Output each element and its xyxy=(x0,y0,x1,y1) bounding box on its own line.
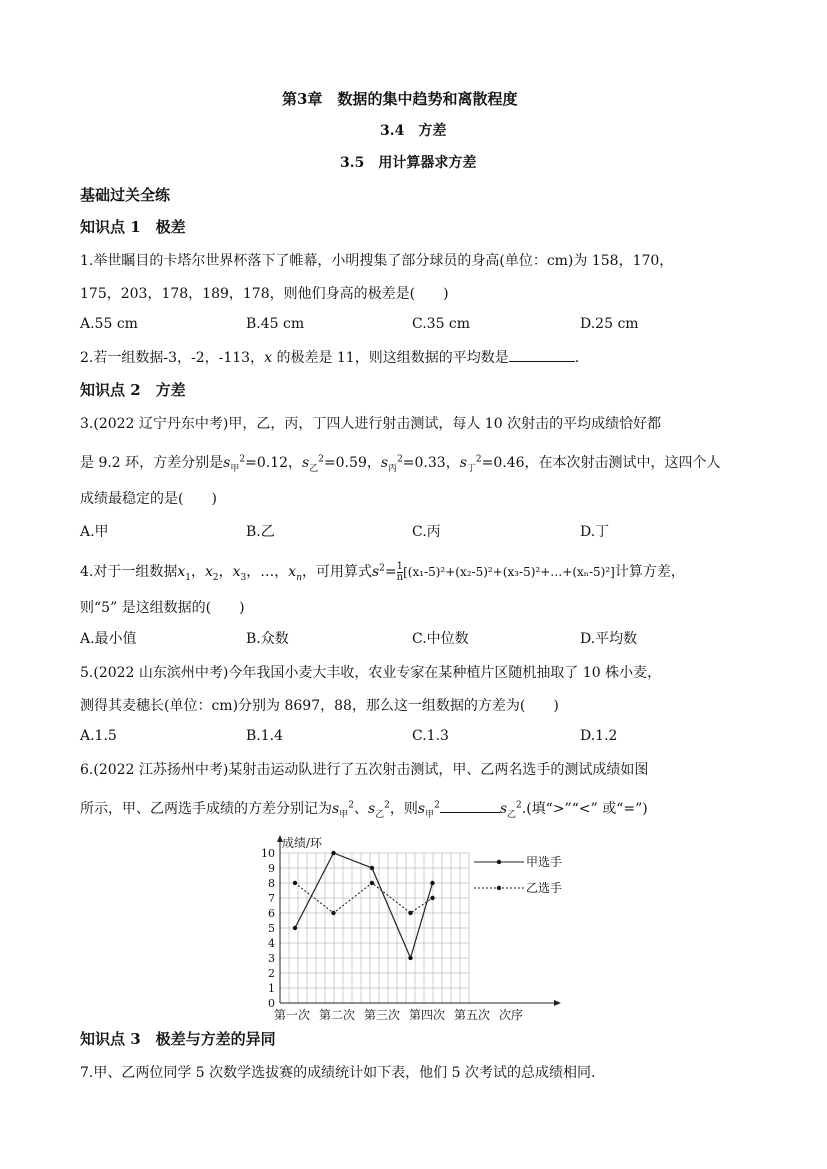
q3-line2-pre: 是 9.2 环，方差分别是 xyxy=(80,455,224,471)
q3-sub-4: 丁 xyxy=(466,463,476,474)
q4-line1: 4.对于一组数据$x_1$，$x_2$，$x_3$，…，$x_n$，可用算式$s^2=$ $\frac{1}{n}$ [(x₁-5)²+(x₂-5)²+(x₃-5)²+…+(xₙ-5)²]计算方差， xyxy=(80,560,685,583)
q5-line2: 测得其麦穗长(单位：cm)分别为 8697，88，那么这一组数据的方差为( ) xyxy=(80,698,559,714)
q3-sub-2: 乙 xyxy=(309,463,319,474)
q3-option-a[interactable]: A.甲 xyxy=(80,524,109,540)
q6-line2-post: .(填“>”“<” 或“=”) xyxy=(521,801,648,817)
q5-line1: 5.(2022 山东滨州中考)今年我国小麦大丰收，农业专家在某种植片区随机抽取了 10 株小麦， xyxy=(80,665,662,681)
series-yi-point xyxy=(370,881,374,885)
q6-line2: 所示，甲、乙两选手成绩的方差分别记为$s_甲^2$、$s_乙^2$，则$s_甲^2$ $s_乙^2$.(填“>”“<” 或“=”) xyxy=(80,798,648,820)
q3-line3: 成绩最稳定的是( ) xyxy=(80,491,217,507)
q3-v4: =0.46，在本次射击测试中，这四个人 xyxy=(481,455,721,471)
y-tick-label: 6 xyxy=(268,907,275,920)
q2-pre: 2.若一组数据-3，-2，-113， xyxy=(80,350,265,366)
q4-line1-post: 计算方差， xyxy=(614,564,685,580)
q5-option-d[interactable]: D.1.2 xyxy=(580,728,618,744)
q5-option-b[interactable]: B.1.4 xyxy=(246,728,284,744)
q3-line1: 3.(2022 辽宁丹东中考)甲，乙，丙，丁四人进行射击测试，每人 10 次射击的平均成绩恰好都 xyxy=(80,416,662,432)
knowledge-point-2: 知识点 2 方差 xyxy=(80,381,186,399)
series-yi-point xyxy=(331,911,335,915)
y-tick-label: 7 xyxy=(268,892,275,905)
x-tick-label: 第三次 xyxy=(364,1008,401,1022)
series-yi-point xyxy=(430,896,434,900)
q6-line1: 6.(2022 江苏扬州中考)某射击运动队进行了五次射击测试，甲、乙两名选手的测试成绩如图 xyxy=(80,762,649,778)
x-tick-label: 第五次 xyxy=(454,1008,491,1022)
q4-formula: [(x₁-5)²+(x₂-5)²+(x₃-5)²+…+(xₙ-5)²] xyxy=(403,565,615,579)
series-jia-point xyxy=(430,881,434,885)
knowledge-point-3: 知识点 3 极差与方差的异同 xyxy=(80,1030,276,1048)
q3-sub-1: 甲 xyxy=(230,463,240,474)
q1-line1: 1.举世瞩目的卡塔尔世界杯落下了帷幕，小明搜集了部分球员的身高(单位：cm)为 158，170， xyxy=(80,253,674,269)
q4-option-b[interactable]: B.众数 xyxy=(246,631,289,647)
q4-line1-mid: ，可用算式 xyxy=(301,564,372,580)
q1-option-b[interactable]: B.45 cm xyxy=(246,316,305,332)
y-tick-label: 2 xyxy=(268,967,275,980)
q2-end: . xyxy=(574,350,580,366)
section-title-1: 3.4 方差 xyxy=(380,123,447,139)
q5-option-a[interactable]: A.1.5 xyxy=(80,728,117,744)
q2-post: 的极差是 11，则这组数据的平均数是 xyxy=(272,350,509,366)
q2-text xyxy=(80,347,579,367)
q4-option-c[interactable]: C.中位数 xyxy=(412,631,469,647)
q6-line2-mid: ，则 xyxy=(389,801,418,817)
y-tick-label: 9 xyxy=(268,862,275,875)
q2-answer-blank[interactable] xyxy=(509,347,575,362)
y-tick-label: 3 xyxy=(268,952,275,965)
q5-option-c[interactable]: C.1.3 xyxy=(412,728,449,744)
legend-yi-marker xyxy=(497,886,501,890)
series-jia-point xyxy=(408,956,412,960)
q4-option-d[interactable]: D.平均数 xyxy=(580,631,638,647)
q3-v3: =0.33， xyxy=(402,455,460,471)
legend-jia-label: 甲选手 xyxy=(526,855,563,869)
q6-answer-blank[interactable] xyxy=(440,798,500,813)
q1-option-d[interactable]: D.25 cm xyxy=(580,316,639,332)
q1-line2: 175，203，178，189，178，则他们身高的极差是( ) xyxy=(80,286,449,302)
practice-title: 基础过关全练 xyxy=(80,186,171,204)
q3-sub-3: 丙 xyxy=(388,463,398,474)
q1-option-c[interactable]: C.35 cm xyxy=(412,316,471,332)
chapter-title: 第3章 数据的集中趋势和离散程度 xyxy=(282,90,518,108)
x-axis-arrow xyxy=(554,1000,561,1006)
q3-v2: =0.59， xyxy=(323,455,381,471)
q2-var: x xyxy=(264,350,272,366)
q6-sub-jia: 甲 xyxy=(339,809,349,820)
series-yi-point xyxy=(293,881,297,885)
x-tick-label: 第四次 xyxy=(409,1008,446,1022)
q1-option-a[interactable]: A.55 cm xyxy=(80,316,138,332)
legend-yi-label: 乙选手 xyxy=(526,881,563,895)
q3-option-b[interactable]: B.乙 xyxy=(246,524,275,540)
y-tick-label: 5 xyxy=(268,922,275,935)
q3-option-d[interactable]: D.丁 xyxy=(580,524,610,540)
q6-line2-pre: 所示，甲、乙两选手成绩的方差分别记为 xyxy=(80,801,332,817)
series-jia-line xyxy=(295,853,433,958)
q6-sub-yi: 乙 xyxy=(375,809,385,820)
y-tick-label: 4 xyxy=(268,937,275,950)
q4-line1-pre: 4.对于一组数据 xyxy=(80,564,178,580)
legend-jia-marker xyxy=(497,860,501,864)
y-tick-label: 10 xyxy=(261,847,275,860)
knowledge-point-1: 知识点 1 极差 xyxy=(80,218,186,236)
series-yi-point xyxy=(408,911,412,915)
q4-line2: 则“5” 是这组数据的( ) xyxy=(80,600,245,616)
x-tick-label: 第一次 xyxy=(274,1008,311,1022)
y-tick-label: 0 xyxy=(268,997,275,1010)
y-tick-label: 1 xyxy=(268,982,275,995)
y-axis-label: 成绩/环 xyxy=(282,836,323,850)
q3-option-c[interactable]: C.丙 xyxy=(412,524,441,540)
q3-v1: =0.12， xyxy=(245,455,303,471)
y-tick-label: 8 xyxy=(268,877,275,890)
series-jia-point xyxy=(293,926,297,930)
series-jia-point xyxy=(370,866,374,870)
section-title-2: 3.5 用计算器求方差 xyxy=(340,155,477,171)
q4-option-a[interactable]: A.最小值 xyxy=(80,631,137,647)
q7-line1: 7.甲、乙两位同学 5 次数学选拔赛的成绩统计如下表，他们 5 次考试的总成绩相同. xyxy=(80,1065,596,1081)
x-tick-label: 第二次 xyxy=(319,1008,356,1022)
score-line-chart xyxy=(250,825,570,1025)
q3-line2: 是 9.2 环，方差分别是$s_甲^2=0.12$，$s_乙^2=0.59$，$s_丙^2=0.33$，$s_丁^2=0.46$，在本次射击测试中，这四个人 xyxy=(80,454,721,474)
x-axis-label: 次序 xyxy=(499,1008,524,1022)
series-jia-point xyxy=(331,851,335,855)
